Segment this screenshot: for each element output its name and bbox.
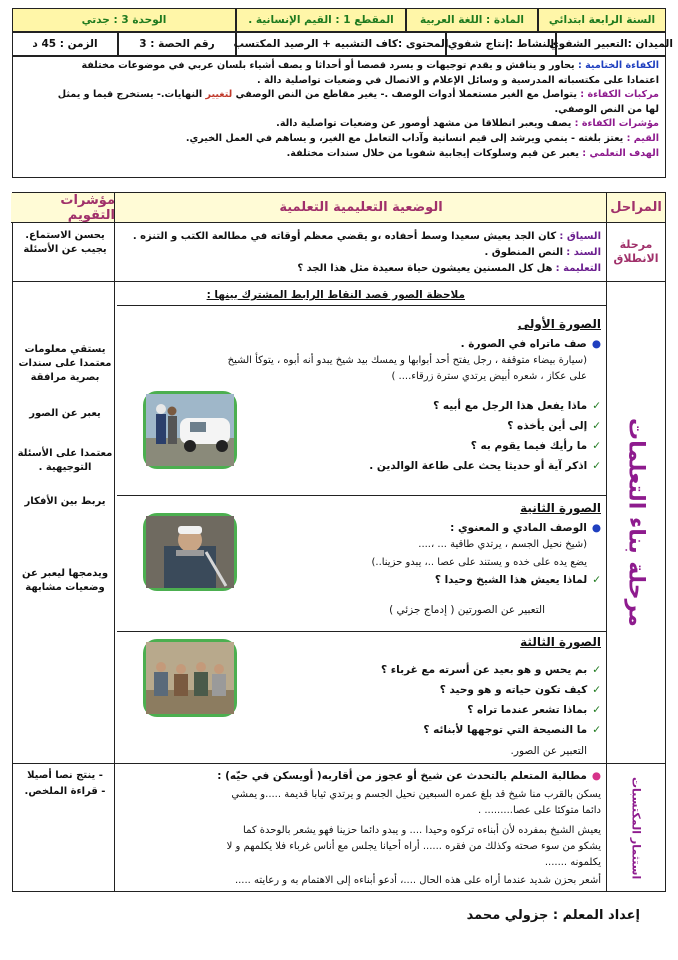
invest-line-5: يكلمونه ....... (544, 857, 601, 868)
check-icon: ✓ (592, 420, 601, 432)
competency-components (19, 88, 659, 103)
context-text: كان الجد يعيش سعيدا وسط أحفاده ،و يقضي معظم أوقاته في مطالعة الكتب و التنزه . (132, 231, 557, 242)
build-indicator-4: يربط بين الأفكار (24, 496, 106, 507)
pic1-q3 (471, 439, 601, 454)
time-cell (12, 32, 118, 56)
competency-components-cont (19, 103, 659, 118)
check-icon: ✓ (592, 400, 601, 412)
lesson-table (12, 192, 666, 892)
check-icon: ✓ (592, 704, 601, 716)
invest-line-4: يشكو من سوء صحته وكذلك من فقره ...... أراه أحيانا يجلس مع أناس غرباء فلا يكلمهم و لا (226, 841, 601, 852)
invest-prompt-text: مطالبة المتعلم بالتحدث عن شيخ أو عجوز من أقاربه( أويسكن في حيّه) : (217, 770, 587, 782)
invest-line-6: أشعر بحزن شديد عندما أراه على هذه الحال ....، أدعو أبناءه إلى الاهتمام به و رعايته ..... (234, 875, 601, 886)
start-indicator: يحسن الاستماع. يجيب عن الأسئلة (23, 230, 107, 255)
final-competency (19, 59, 659, 74)
check-icon: ✓ (592, 724, 601, 736)
unit-cell (12, 8, 236, 32)
session-label: رقم الحصة : (150, 38, 215, 50)
pic3-summary: التعبير عن الصور. (510, 745, 587, 757)
time-value: 45 د (32, 38, 57, 50)
subject-text: المادة : اللغة العربية (420, 14, 524, 26)
time-label: الزمن : (59, 38, 98, 50)
pic1-q4-text: اذكر آية أو حديثا يحث على طاعة الوالدين . (369, 460, 588, 472)
bullet-icon: ● (591, 522, 601, 534)
col-header-stages: المراحل (607, 193, 665, 223)
photo-1-illustration (146, 394, 234, 466)
teacher-label: إعداد المعلم : (552, 908, 640, 923)
support-line (485, 245, 601, 260)
final-competency-text: يحاور و يناقش و يقدم توجيهات و يسرد قصصا أو أحداثا و يصف أشياء بلسان عربي في موضوعات مختلفة (81, 60, 575, 71)
photo-2-illustration (146, 516, 234, 588)
check-icon: ✓ (592, 460, 601, 472)
row-divider-note (117, 305, 607, 306)
pic1-q1-text: ماذا يفعل هذا الرجل مع أبيه ؟ (433, 400, 588, 412)
components-text-3: لها من النص الوصفي. (554, 103, 659, 115)
teacher-name: جزولي محمد (466, 908, 549, 923)
grade-text: السنة الرابعة ابتدائي (548, 14, 656, 26)
invest-line-1: يسكن بالقرب منا شيخ قد بلغ عمره السبعين نحيل الجسم و يرتدي ثيابا قديمة .....و يمشي (231, 789, 601, 800)
pic3-q2-text: كيف تكون حياته و هو وحيد ؟ (439, 684, 588, 696)
check-icon: ✓ (592, 684, 601, 696)
pic2-q1-text: لماذا يعيش هذا الشيخ وحيدا ؟ (434, 574, 588, 586)
pic1-title: الصورة الأولى (517, 317, 601, 331)
instruction-line (297, 261, 601, 276)
competency-indicators (19, 117, 659, 132)
goal-label: الهدف التعلمي : (582, 147, 659, 159)
pic3-title: الصورة الثالثة (520, 635, 601, 649)
pic1-q3-text: ما رأيك فيما يقوم به ؟ (470, 440, 588, 452)
activity-cell (446, 32, 556, 56)
field-text: الميدان :التعبير الشفوي (549, 38, 673, 50)
header-row-2 (12, 32, 673, 56)
grade-cell (538, 8, 666, 32)
segment-cell (236, 8, 406, 32)
components-label: مركبات الكفاءة : (580, 89, 659, 101)
unit-text: الوحدة 3 : جدتي (81, 14, 167, 26)
header-row-1 (12, 8, 666, 32)
invest-prompt (217, 769, 601, 784)
segment-text: المقطع 1 : القيم الإنسانية . (248, 14, 394, 26)
pic2-summary: التعبير عن الصورتين ( إدماج جزئي ) (389, 604, 545, 616)
check-icon: ✓ (592, 664, 601, 676)
pic3-q4-text: ما النصيحة التي توجهها لأبنائه ؟ (423, 724, 588, 736)
final-competency-cont (19, 74, 659, 89)
invest-line-3: يعيش الشيخ بمفرده لأن أبناءه تركوه وحيدا .... و يبدو دائما حزينا فهو يشعر بالوحدة كما (243, 825, 601, 836)
session-number: 3 (139, 38, 147, 50)
build-indicator-5: ويدمجها ليعبر عن وضعيات مشابهة (21, 568, 109, 593)
row-divider-start (13, 281, 665, 282)
support-label: السند : (566, 247, 601, 258)
final-competency-label: الكفاءة الختامية : (577, 60, 659, 71)
pic3-q3-text: بماذا تشعر عندما تراه ؟ (467, 704, 588, 716)
pic1-q4 (369, 459, 601, 474)
field-cell (549, 32, 673, 56)
row-divider-pic1 (117, 495, 607, 496)
divider-2 (114, 193, 115, 891)
activity-text: النشاط :إنتاج شفوي (447, 38, 555, 50)
invest-indicator-1: - ينتج نصا أصيلا (27, 770, 103, 781)
pic2-prompt (450, 521, 601, 536)
bullet-icon: ● (591, 770, 601, 782)
values-text: يعتز بلغته - ينمي ويرشد إلى قيم انسانية وآداب التعامل مع الغير، و يساهم في العمل الخيري. (185, 132, 624, 144)
pic1-q2 (507, 419, 601, 434)
context-line (133, 229, 601, 244)
pic2-desc-1: (شيخ نحيل الجسم ، يرتدي طاقية ... ،.... (418, 539, 587, 550)
header (12, 8, 673, 56)
col-header-indicators: مؤشرات التقويم (11, 193, 115, 223)
photo-sad-old-man (143, 513, 237, 591)
goal-text: يعبر عن قيم وسلوكات إيجابية شفويا من خلال سندات مختلفة. (286, 147, 579, 159)
pic2-desc-2: يضع يده على خده و يستند على عصا ..، يبدو حزينا..) (371, 557, 587, 568)
session-cell (118, 32, 236, 56)
invest-line-2: دائما متوكئا على عصا......... . (477, 805, 601, 816)
competency-box (12, 56, 666, 178)
photo-son-helping-father (143, 391, 237, 469)
pic2-q1 (435, 573, 601, 588)
pic3-q1-text: بم يحس و هو بعيد عن أسرته مع غرباء ؟ (381, 664, 588, 676)
values-label: القيم : (626, 132, 659, 144)
teacher-credit (467, 908, 640, 923)
content-cell (233, 32, 449, 56)
instruction-text: هل كل المسنين يعيشون حياة سعيدة مثل هذا الجد ؟ (297, 263, 553, 274)
pic2-title: الصورة الثانية (520, 501, 601, 515)
photo-elderly-group (143, 639, 237, 717)
stage-start: مرحلة الانطلاق (613, 238, 659, 265)
pic2-prompt-text: الوصف المادي و المعنوي : (450, 522, 587, 534)
pic1-desc-1: (سيارة بيضاء متوقفة ، رجل يفتح أحد أبوابها و يمسك بيد شيخ يبدو أنه أبوه ، يتوكأ الشيخ (227, 355, 587, 366)
subject-cell (406, 8, 538, 32)
build-indicator-1: يستقي معلومات معتمدا على سندات بصرية مرافقة (18, 344, 112, 383)
pic3-q3 (467, 703, 601, 718)
observation-note: ملاحظة الصور قصد النقاط الرابط المشترك بينها : (206, 289, 465, 301)
pic3-q1 (381, 663, 601, 678)
stage-build: مرحلة بناء التعلمات (623, 417, 649, 627)
pic1-prompt (461, 337, 601, 352)
pic1-prompt-text: صف ماتراه في الصورة . (460, 338, 587, 350)
final-competency-text-2: اعتمادا على مكتسباته المدرسية و وسائل الإعلام و الاتصال في وضعيات تواصلية دالة . (256, 74, 659, 86)
indicators-text: يصف ويعبر انطلاقا من مشهد أوصور عن وضعيات تواصلية دالة. (276, 118, 572, 130)
context-label: السياق : (559, 231, 601, 242)
pic3-q4 (423, 723, 601, 738)
pic1-q2-text: إلى أين يأخذه ؟ (507, 420, 588, 432)
build-indicator-3: معتمدا على الأسئلة التوجيهية . (17, 448, 113, 473)
components-red-word: لتغيير (205, 89, 233, 101)
learning-goal (19, 147, 659, 162)
components-text-2: النهايات.- يستخرج قيما و يمثل (57, 89, 203, 101)
photo-3-illustration (146, 642, 234, 714)
indicators-label: مؤشرات الكفاءة : (574, 118, 659, 130)
check-icon: ✓ (592, 440, 601, 452)
support-text: النص المنطوق . (484, 247, 564, 258)
invest-indicator-2: - قراءة الملخص. (24, 786, 106, 797)
instruction-label: التعليمة : (555, 263, 601, 274)
check-icon: ✓ (592, 574, 601, 586)
col-header-situation: الوضعية التعليمية التعلمية (115, 193, 607, 223)
pic3-q2 (440, 683, 601, 698)
row-divider-build (13, 763, 665, 764)
build-indicator-2: يعبر عن الصور (29, 408, 101, 419)
content-text: المحتوى :كاف التشبيه + الرصيد المكتسب (233, 38, 449, 50)
row-divider-pic2 (117, 631, 607, 632)
stage-invest: استثمار المكتسبات (629, 776, 643, 880)
pic1-desc-2: على عكاز ، شعره أبيض يرتدي سترة زرقاء.... ) (391, 371, 587, 382)
values (19, 132, 659, 147)
components-text: يتواصل مع الغير مستعملا أدوات الوصف .- يغير مقاطع من النص الوصفي (235, 89, 577, 101)
pic1-q1 (433, 399, 601, 414)
bullet-icon: ● (591, 338, 601, 350)
